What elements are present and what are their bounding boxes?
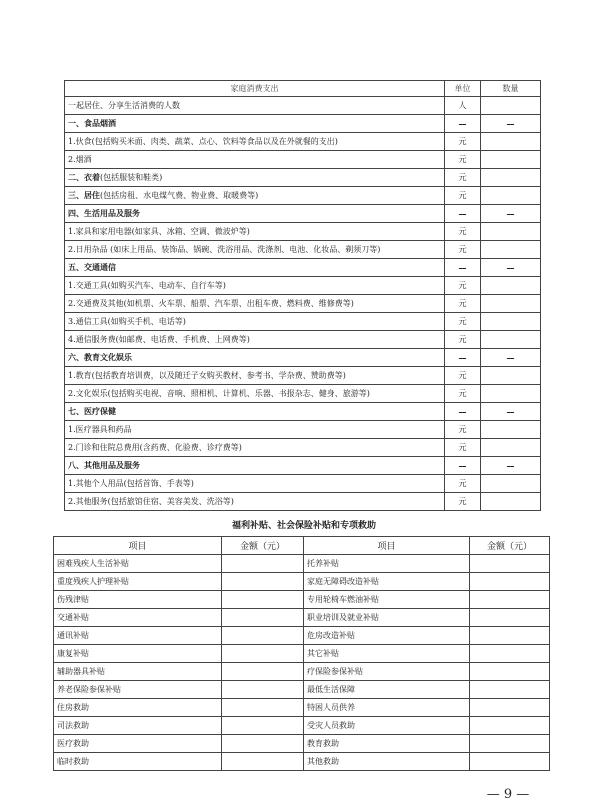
row-qty-input[interactable] <box>481 277 541 295</box>
row-unit: — <box>445 403 481 421</box>
row-unit: 元 <box>445 367 481 385</box>
row-qty-input[interactable] <box>481 475 541 493</box>
table-row <box>65 295 541 313</box>
subsidy-amount-right[interactable] <box>470 627 550 645</box>
row-qty-input[interactable]: — <box>481 349 541 367</box>
row-unit: 元 <box>445 313 481 331</box>
row-label: 4.通信服务费(如邮费、电话费、手机费、上网费等) <box>65 331 445 349</box>
subsidy-item-right: 职业培训及就业补贴 <box>304 609 470 627</box>
subsidy-amount-right[interactable] <box>470 591 550 609</box>
subsidy-item-left: 困难残疾人生活补贴 <box>54 555 222 573</box>
row-qty-input[interactable] <box>481 133 541 151</box>
subsidy-item-right: 疗保险参保补贴 <box>304 663 470 681</box>
row-label <box>65 403 445 421</box>
subsidy-amount-right[interactable] <box>470 735 550 753</box>
section-row <box>65 187 541 205</box>
table-row <box>54 591 550 609</box>
row-qty-input[interactable]: — <box>481 115 541 133</box>
row-qty-input[interactable] <box>481 385 541 403</box>
row-label <box>65 187 445 205</box>
subsidy-amount-left[interactable] <box>222 591 304 609</box>
row-unit: — <box>445 259 481 277</box>
row-unit: 元 <box>445 385 481 403</box>
subsidy-amount-left[interactable] <box>222 663 304 681</box>
table-row <box>65 241 541 259</box>
section-row <box>65 403 541 421</box>
page-number-value: 9 <box>503 787 513 802</box>
row-unit: — <box>445 115 481 133</box>
table-row <box>54 573 550 591</box>
row-qty-input[interactable] <box>481 493 541 511</box>
row-label <box>65 205 445 223</box>
subsidy-item-left: 伤残津贴 <box>54 591 222 609</box>
table-row <box>65 331 541 349</box>
row-unit: 元 <box>445 421 481 439</box>
row-qty-input[interactable] <box>481 295 541 313</box>
row-label: 2.门诊和住院总费用(含药费、化验费、诊疗费等) <box>65 439 445 457</box>
row-label: 3.通信工具(如购买手机、电话等) <box>65 313 445 331</box>
subsidy-amount-left[interactable] <box>222 627 304 645</box>
section-label: 八、其他用品及服务 <box>68 460 140 470</box>
row-qty-input[interactable] <box>481 313 541 331</box>
table-row <box>54 699 550 717</box>
header-amount-2: 金额（元） <box>470 537 550 555</box>
subsidy-item-right: 教育救助 <box>304 735 470 753</box>
row-label: 1.伙食(包括购买米面、肉类、蔬菜、点心、饮料等食品以及在外就餐的支出) <box>65 133 445 151</box>
section-label: 一、食品烟酒 <box>68 118 116 128</box>
consumption-header-row <box>65 81 541 97</box>
subsidy-item-left: 住房救助 <box>54 699 222 717</box>
row-qty-input[interactable] <box>481 241 541 259</box>
section-row <box>65 115 541 133</box>
subsidy-amount-right[interactable] <box>470 717 550 735</box>
subsidy-amount-left[interactable] <box>222 609 304 627</box>
row-label <box>65 115 445 133</box>
header-qty: 数量 <box>481 81 541 97</box>
row-qty-input[interactable]: — <box>481 259 541 277</box>
table-row <box>65 313 541 331</box>
row-unit: 元 <box>445 331 481 349</box>
subsidy-amount-right[interactable] <box>470 681 550 699</box>
row-unit: 元 <box>445 475 481 493</box>
row-qty-input[interactable] <box>481 223 541 241</box>
subsidy-amount-left[interactable] <box>222 681 304 699</box>
row-label: 1.教育(包括教育培训费，以及随迁子女购买教材、参考书、学杂费、赞助费等) <box>65 367 445 385</box>
subsidy-amount-left[interactable] <box>222 555 304 573</box>
table-row <box>65 277 541 295</box>
section-label: 三、居住 <box>68 190 100 200</box>
row-label: 一起居住、分享生活消费的人数 <box>65 97 445 115</box>
subsidy-item-right: 受灾人员救助 <box>304 717 470 735</box>
row-label <box>65 169 445 187</box>
table-row <box>54 663 550 681</box>
table-row <box>65 475 541 493</box>
section-row <box>65 205 541 223</box>
row-unit: 元 <box>445 187 481 205</box>
row-unit: 元 <box>445 277 481 295</box>
row-label: 1.医疗器具和药品 <box>65 421 445 439</box>
subsidy-amount-right[interactable] <box>470 555 550 573</box>
row-qty-input[interactable] <box>481 169 541 187</box>
row-unit: 元 <box>445 439 481 457</box>
subsidy-amount-left[interactable] <box>222 645 304 663</box>
subsidy-item-right: 危房改造补贴 <box>304 627 470 645</box>
table-row <box>65 385 541 403</box>
row-label <box>65 259 445 277</box>
row-label: 2.日用杂品 (如床上用品、装饰品、锅碗、洗浴用品、洗涤剂、电池、化妆品、剃须刀等) <box>65 241 445 259</box>
subsidy-item-right: 其它补贴 <box>304 645 470 663</box>
header-item: 家庭消费支出 <box>65 81 445 97</box>
section-row <box>65 349 541 367</box>
subsidy-item-left: 通讯补贴 <box>54 627 222 645</box>
row-label: 2.交通费及其他(如机票、火车票、船票、汽车票、出租车费、燃料费、维修费等) <box>65 295 445 313</box>
table-row <box>65 97 541 115</box>
section-label: 二、衣着 <box>68 172 100 182</box>
subsidy-item-left: 医疗救助 <box>54 735 222 753</box>
table-row <box>65 133 541 151</box>
table-row <box>65 439 541 457</box>
subsidy-header-row <box>54 537 550 555</box>
row-label: 2.文化娱乐(包括购买电视、音响、照相机、计算机、乐器、书报杂志、健身、旅游等) <box>65 385 445 403</box>
consumption-table <box>64 80 541 511</box>
row-label: 2.烟酒 <box>65 151 445 169</box>
page-number: — 9 — <box>486 787 530 802</box>
row-qty-input[interactable]: — <box>481 403 541 421</box>
row-qty-input[interactable] <box>481 421 541 439</box>
header-project-2: 项目 <box>304 537 470 555</box>
row-label: 2.其他服务(包括旅馆住宿、美容美发、洗浴等) <box>65 493 445 511</box>
section-label: 七、医疗保健 <box>68 406 116 416</box>
subsidy-item-right: 家庭无障碍改造补贴 <box>304 573 470 591</box>
row-label <box>65 457 445 475</box>
subsidy-amount-left[interactable] <box>222 573 304 591</box>
header-project-1: 项目 <box>54 537 222 555</box>
subsidy-amount-right[interactable] <box>470 645 550 663</box>
section-label: 四、生活用品及服务 <box>68 208 140 218</box>
subsidy-item-left: 司法救助 <box>54 717 222 735</box>
row-qty-input[interactable] <box>481 151 541 169</box>
row-unit: 元 <box>445 169 481 187</box>
row-unit: — <box>445 349 481 367</box>
row-unit: 人 <box>445 97 481 115</box>
section-label: 六、教育文化娱乐 <box>68 352 132 362</box>
row-unit: 元 <box>445 151 481 169</box>
row-unit: — <box>445 205 481 223</box>
table-row <box>54 609 550 627</box>
row-qty-input[interactable]: — <box>481 457 541 475</box>
row-qty-input[interactable] <box>481 187 541 205</box>
subsidy-item-left: 辅助器具补贴 <box>54 663 222 681</box>
table-row <box>54 717 550 735</box>
row-qty-input[interactable] <box>481 367 541 385</box>
row-label: 1.其他个人用品(包括首饰、手表等) <box>65 475 445 493</box>
row-qty-input[interactable] <box>481 97 541 115</box>
subsidy-item-left: 重度残疾人护理补贴 <box>54 573 222 591</box>
subsidy-amount-left[interactable] <box>222 735 304 753</box>
row-unit: 元 <box>445 295 481 313</box>
row-label: 1.交通工具(如购买汽车、电动车、自行车等) <box>65 277 445 295</box>
row-unit: 元 <box>445 223 481 241</box>
table-row <box>65 223 541 241</box>
subsidy-item-right: 特困人员供养 <box>304 699 470 717</box>
section-row <box>65 169 541 187</box>
row-qty-input[interactable] <box>481 439 541 457</box>
subsidy-item-left: 交通补贴 <box>54 609 222 627</box>
row-label: 1.家具和家用电器(如家具、冰箱、空调、微波炉等) <box>65 223 445 241</box>
subsidy-item-right: 托养补贴 <box>304 555 470 573</box>
row-unit: 元 <box>445 241 481 259</box>
table-row <box>65 421 541 439</box>
table-row <box>65 367 541 385</box>
subsidy-table-title: 福利补贴、社会保险补贴和专项救助 <box>231 521 376 531</box>
section-note: (包括房租、水电煤气费、物业费、取暖费等) <box>100 191 259 200</box>
section-note: (包括服装和鞋类) <box>100 173 163 182</box>
row-unit: 元 <box>445 133 481 151</box>
subsidy-amount-right[interactable] <box>470 573 550 591</box>
subsidy-amount-right[interactable] <box>470 609 550 627</box>
table-row <box>54 735 550 753</box>
table-row <box>65 493 541 511</box>
row-unit: 元 <box>445 493 481 511</box>
table-row <box>54 645 550 663</box>
subsidy-item-left: 康复补贴 <box>54 645 222 663</box>
subsidy-amount-left[interactable] <box>222 699 304 717</box>
row-qty-input[interactable] <box>481 331 541 349</box>
row-label <box>65 349 445 367</box>
section-label: 五、交通通信 <box>68 262 116 272</box>
subsidy-item-right: 最低生活保障 <box>304 681 470 699</box>
table-row <box>54 555 550 573</box>
row-unit: — <box>445 457 481 475</box>
subsidy-amount-right[interactable] <box>470 753 550 771</box>
table-row <box>65 151 541 169</box>
table-row <box>54 627 550 645</box>
subsidy-amount-right[interactable] <box>470 699 550 717</box>
subsidy-table <box>53 536 550 771</box>
table-row <box>54 753 550 771</box>
header-amount-1: 金额（元） <box>222 537 304 555</box>
subsidy-amount-left[interactable] <box>222 717 304 735</box>
section-row <box>65 457 541 475</box>
table-row <box>54 681 550 699</box>
subsidy-item-left: 养老保险参保补贴 <box>54 681 222 699</box>
subsidy-item-right: 其他救助 <box>304 753 470 771</box>
subsidy-item-left: 临时救助 <box>54 753 222 771</box>
section-row <box>65 259 541 277</box>
subsidy-amount-left[interactable] <box>222 753 304 771</box>
row-qty-input[interactable]: — <box>481 205 541 223</box>
header-unit: 单位 <box>445 81 481 97</box>
subsidy-amount-right[interactable] <box>470 663 550 681</box>
subsidy-item-right: 专用轮椅车燃油补贴 <box>304 591 470 609</box>
